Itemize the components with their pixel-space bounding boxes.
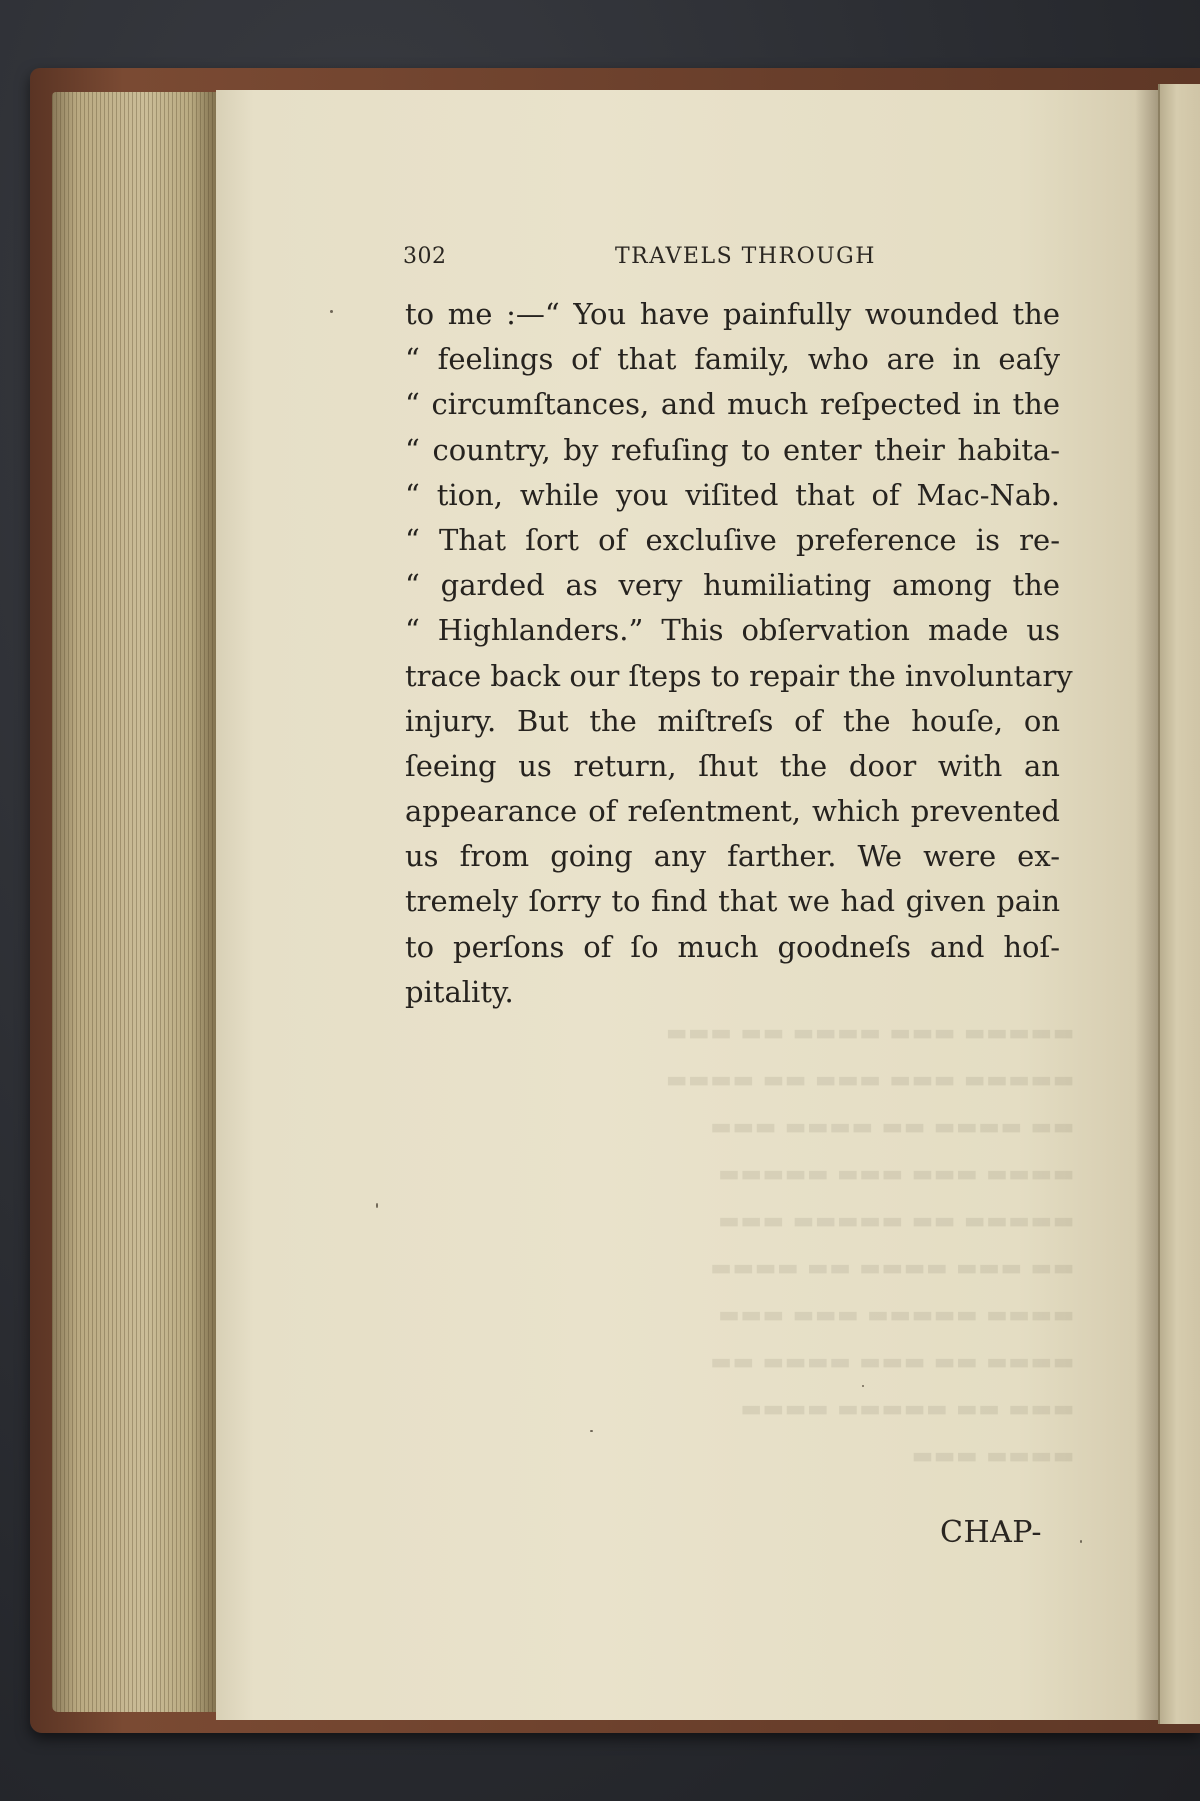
page-number: 302 (403, 244, 447, 269)
catchword: CHAP- (940, 1515, 1042, 1550)
text-line: “ That ſort of excluſive preference is re- (405, 522, 1060, 557)
paper-speck (330, 310, 333, 313)
text-line: to me :—“ You have painfully wounded the (405, 297, 1060, 331)
paper-speck (376, 1203, 378, 1208)
paper-speck (862, 1385, 864, 1387)
text-line: injury. But the miſtreſs of the houſe, on (405, 703, 1060, 738)
facing-page-edge (1158, 84, 1200, 1724)
page-gutter-shadow (1135, 90, 1160, 1720)
body-text (405, 292, 1073, 1015)
text-line: “ garded as very humiliating among the (405, 568, 1060, 603)
text-line: trace back our ſteps to repair the involuntary (405, 658, 1073, 693)
text-line: pitality. (405, 974, 514, 1009)
text-line: tremely ſorry to find that we had given pain (405, 884, 1060, 919)
text-line: “ circumſtances, and much reſpected in the (405, 387, 1060, 422)
text-line: to perſons of ſo much goodneſs and hoſ- (405, 929, 1060, 964)
paper-speck (590, 1430, 593, 1432)
text-line: appearance of reſentment, which prevented (405, 794, 1060, 829)
running-title: TRAVELS THROUGH (615, 244, 876, 269)
paper-speck (1080, 1540, 1082, 1543)
text-line: ſeeing us return, ſhut the door with an (405, 748, 1060, 783)
text-line: “ tion, while you viſited that of Mac-Nab. (405, 477, 1060, 512)
running-head (403, 244, 1063, 280)
text-line: “ Highlanders.” This obſervation made us (405, 613, 1060, 648)
text-line: “ country, by refuſing to enter their habita- (405, 432, 1060, 467)
text-line: us from going any farther. We were ex- (405, 839, 1060, 874)
text-line: “ feelings of that family, who are in eaſy (405, 342, 1060, 377)
